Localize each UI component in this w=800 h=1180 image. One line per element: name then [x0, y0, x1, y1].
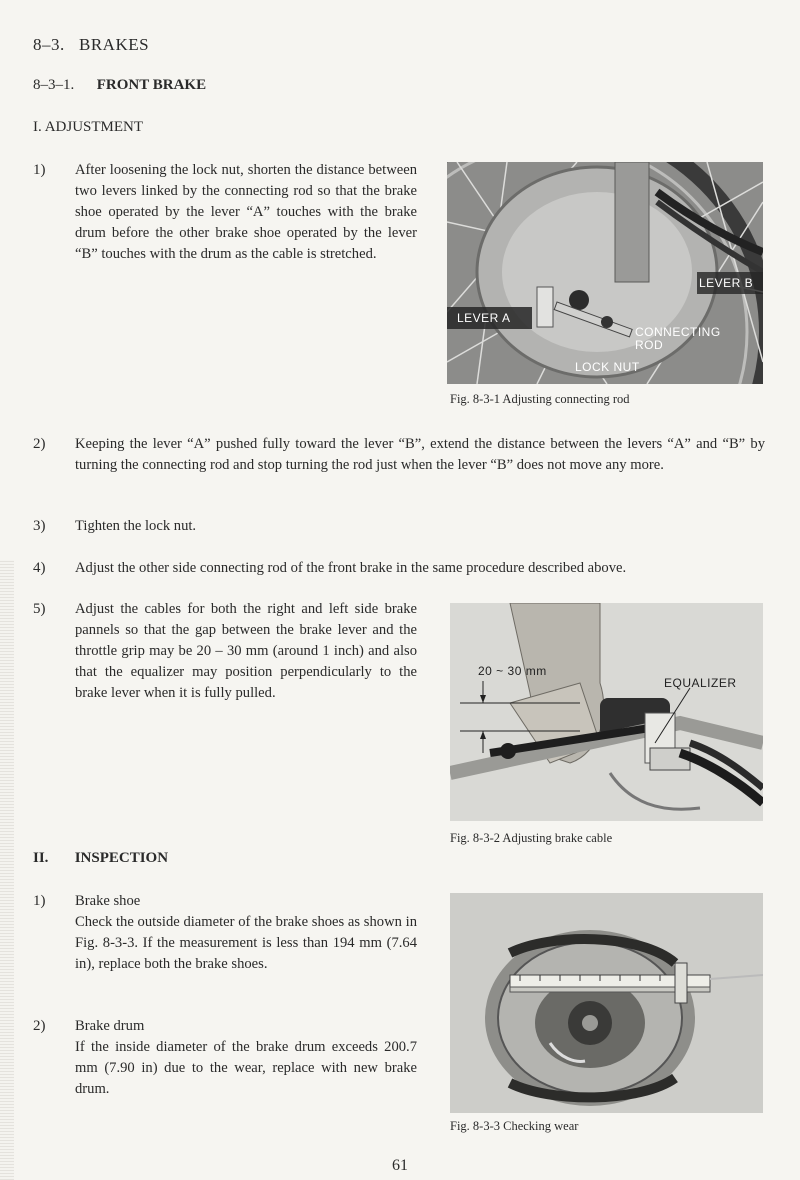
step-number: 3): [33, 518, 46, 534]
label-equalizer: EQUALIZER: [664, 676, 737, 690]
section-heading: [33, 35, 149, 55]
figure-caption: Fig. 8-3-1 Adjusting connecting rod: [450, 392, 630, 406]
label-gap: 20 ~ 30 mm: [478, 664, 547, 678]
item-number: 1): [33, 893, 46, 909]
adjustment-heading: [33, 119, 143, 136]
label-lever-b: LEVER B: [699, 276, 754, 290]
subsection-number: 8–3–1.: [33, 77, 75, 93]
figure-caption: Fig. 8-3-3 Checking wear: [450, 1119, 579, 1133]
item-title: Brake drum: [75, 1018, 145, 1034]
subsection-heading: [33, 77, 206, 94]
item-text: Check the outside diameter of the brake shoes as shown in Fig. 8-3-3. If the measurement is less than 194 mm (7.64 in), replace both the brake shoes.: [75, 914, 417, 972]
step-number: 5): [33, 601, 46, 617]
inspection-heading-number: II.: [33, 850, 49, 866]
figure-photo-front-brake-panel: [447, 162, 763, 384]
figure-photo-brake-shoe-measurement: [450, 893, 763, 1113]
step-text: Tighten the lock nut.: [75, 518, 197, 534]
step-text: Adjust the cables for both the right and left side brake pannels so that the gap between the brake lever and the throttle grip may be 20 – 30 mm (around 1 inch) and also that the equalizer may position perpendicularly to the brake lever when it is fully pulled.: [75, 601, 417, 701]
subsection-title: FRONT BRAKE: [96, 77, 207, 93]
inspection-heading: [33, 850, 168, 867]
step-number: 4): [33, 560, 46, 576]
page-number: 61: [392, 1157, 408, 1174]
item-block: [75, 891, 417, 975]
section-number: 8–3.: [33, 35, 65, 54]
label-lock-nut: LOCK NUT: [575, 360, 640, 374]
step-number: 1): [33, 162, 46, 178]
figure-photo-brake-lever: [450, 603, 763, 821]
item-title: Brake shoe: [75, 893, 141, 909]
label-rod: ROD: [635, 338, 664, 352]
figure-caption: Fig. 8-3-2 Adjusting brake cable: [450, 831, 613, 845]
step-text: Keeping the lever “A” pushed fully toward the lever “B”, extend the distance between the levers “A” and “B” by turning the connecting rod and stop turning the rod just when the lever “B” does not move any more.: [75, 436, 765, 473]
step-number: 2): [33, 436, 46, 452]
adjustment-heading-number: I.: [33, 119, 42, 135]
item-text: If the inside diameter of the brake drum exceeds 200.7 mm (7.90 in) due to the wear, replace with new brake drum.: [75, 1039, 417, 1097]
adjustment-heading-text: ADJUSTMENT: [44, 119, 144, 135]
label-lever-a: LEVER A: [457, 311, 511, 325]
item-number: 2): [33, 1018, 46, 1034]
inspection-heading-text: INSPECTION: [74, 850, 169, 866]
item-block: [75, 1016, 417, 1100]
section-title: BRAKES: [79, 35, 150, 54]
label-connecting: CONNECTING: [635, 325, 721, 339]
step-text: After loosening the lock nut, shorten the distance between two levers linked by the connecting rod so that the brake shoe operated by the lever “A” touches with the brake drum before the other brake shoe operated by the lever “B” touches with the drum as the cable is stretched.: [75, 162, 417, 262]
step-text: Adjust the other side connecting rod of the front brake in the same procedure described above.: [75, 560, 627, 576]
page-edge-shadow: [0, 560, 14, 1180]
